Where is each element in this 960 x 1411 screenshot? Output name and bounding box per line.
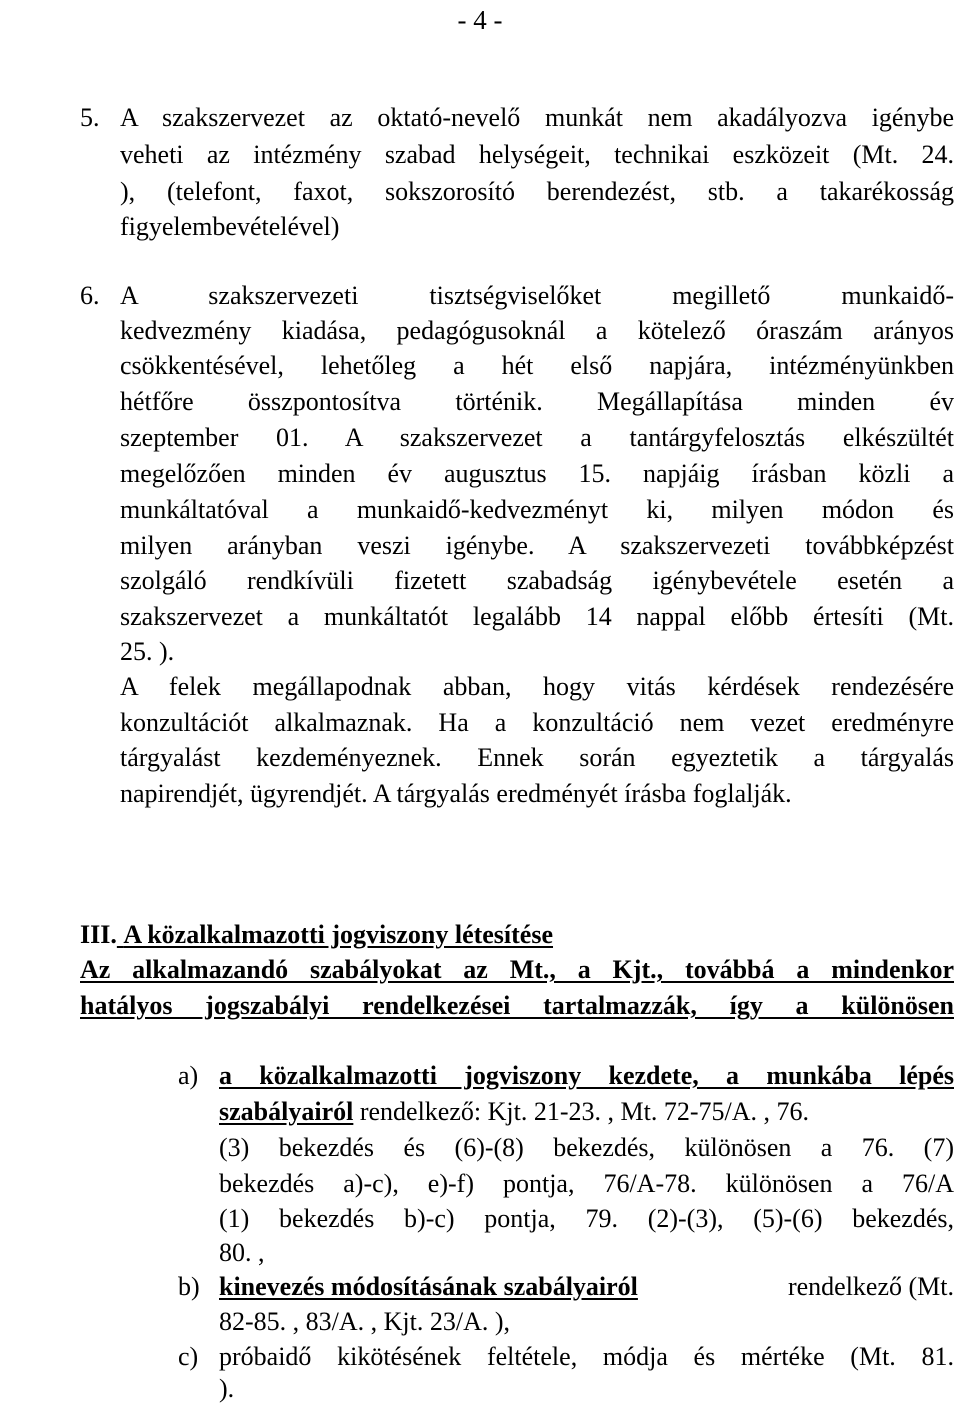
item-a-line: bekezdés a)-c), e)-f) pontja, 76/A-78. különösen a 76/A (219, 1169, 954, 1198)
item-b-line (219, 1270, 954, 1304)
item-a-line: (1) bekezdés b)-c) pontja, 79. (2)-(3), (5)-(6) bekezdés, (219, 1204, 954, 1233)
section-3-line: hatályos jogszabályi rendelkezései tartalmazzák, így a különösen (80, 991, 954, 1020)
item-a-bold: szabályairól (219, 1097, 354, 1126)
section-3-title-text: A közalkalmazotti jogviszony létesítése (123, 920, 554, 949)
item-a-label: a) (178, 1061, 199, 1090)
item-b-line: 82-85. , 83/A. , Kjt. 23/A. ), (219, 1307, 511, 1336)
item-a-line: (3) bekezdés és (6)-(8) bekezdés, különösen a 76. (7) (219, 1133, 954, 1162)
item-6-line: milyen arányban veszi igénybe. A szakszervezeti továbbképzést (120, 531, 954, 560)
item-6-line: konzultációt alkalmaznak. Ha a konzultáció nem vezet eredményre (120, 708, 954, 737)
item-6-line: szolgáló rendkívüli fizetett szabadság igénybevétele esetén a (120, 566, 954, 595)
item-5-number: 5. (80, 103, 100, 132)
item-5-line: A szakszervezet az oktató-nevelő munkát nem akadályozva igénybe (120, 103, 954, 132)
item-a-line: 80. , (219, 1238, 265, 1267)
section-3-title (80, 918, 553, 952)
item-c-line: próbaidő kikötésének feltétele, módja és mértéke (Mt. 81. (219, 1342, 954, 1371)
item-5-line: veheti az intézmény szabad helységeit, technikai eszközeit (Mt. 24. (120, 140, 954, 169)
item-6-line: hétfőre összpontosítva történik. Megállapítása minden év (120, 387, 954, 416)
item-6-line: A felek megállapodnak abban, hogy vitás kérdések rendezésére (120, 672, 954, 701)
item-6-line: munkáltatóval a munkaidő-kedvezményt ki, milyen módon és (120, 495, 954, 524)
item-6-line: A szakszervezeti tisztségviselőket megillető munkaidő- (120, 281, 954, 310)
item-c-line: ). (219, 1374, 235, 1403)
item-b-label: b) (178, 1272, 200, 1301)
item-c-label: c) (178, 1342, 199, 1371)
item-6-line: csökkentésével, lehetőleg a hét első napjára, intézményünkben (120, 351, 954, 380)
item-b-bold: kinevezés módosításának szabályairól (219, 1272, 638, 1301)
item-6-number: 6. (80, 281, 100, 310)
item-a-line (219, 1095, 809, 1129)
item-a-line: a közalkalmazotti jogviszony kezdete, a munkába lépés (219, 1061, 954, 1090)
item-6-line: napirendjét, ügyrendjét. A tárgyalás eredményét írásba foglalják. (120, 779, 792, 808)
item-5-line: figyelembevételével) (120, 212, 340, 241)
item-6-line: szakszervezet a munkáltatót legalább 14 nappal előbb értesíti (Mt. (120, 602, 954, 631)
item-6-line: szeptember 01. A szakszervezet a tantárgyfelosztás elkészültét (120, 423, 954, 452)
item-6-line: 25. ). (120, 637, 175, 666)
section-3-number: III. (80, 920, 117, 949)
section-3-line: Az alkalmazandó szabályokat az Mt., a Kjt., továbbá a mindenkor (80, 955, 954, 984)
item-6-line: tárgyalást kezdeményeznek. Ennek során egyeztetik a tárgyalás (120, 743, 954, 772)
item-a-rest: rendelkező: Kjt. 21-23. , Mt. 72-75/A. , 76. (353, 1097, 809, 1126)
item-b-rest: rendelkező (Mt. (787, 1272, 954, 1301)
item-6-line: kedvezmény kiadása, pedagógusoknál a kötelező óraszám arányos (120, 316, 954, 345)
item-5-line: ), (telefont, faxot, sokszorosító berendezést, stb. a takarékosság (120, 177, 954, 206)
page-number: - 4 - (457, 5, 503, 35)
item-6-line: megelőzően minden év augusztus 15. napjáig írásban közli a (120, 459, 954, 488)
